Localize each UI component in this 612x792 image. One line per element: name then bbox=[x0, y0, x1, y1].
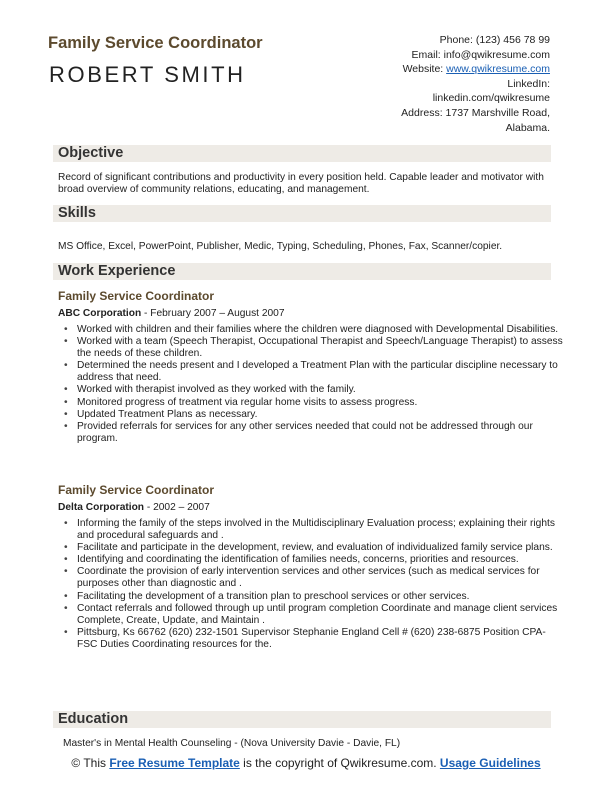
work-heading: Work Experience bbox=[58, 263, 176, 279]
usage-guidelines-link[interactable]: Usage Guidelines bbox=[439, 756, 541, 770]
website-label: Website: bbox=[402, 63, 447, 76]
contact-address-line1: Address: 1737 Marshville Road, bbox=[401, 106, 550, 119]
contact-block bbox=[310, 33, 550, 135]
list-item: • Worked with a team (Speech Therapist, Occupational Therapist and Speech/Language Therapist) to assess the needs of these children. bbox=[77, 336, 565, 360]
skills-text: MS Office, Excel, PowerPoint, Publisher, Medic, Typing, Scheduling, Phones, Fax, Scanner/copier. bbox=[58, 241, 503, 252]
objective-text: Record of significant contributions and productivity in every position held. Capable leader and motivator with broad overview of community relations, educating, and management. bbox=[58, 172, 544, 195]
job-1-company: ABC Corporation bbox=[58, 308, 142, 319]
free-resume-template-link[interactable]: Free Resume Template bbox=[109, 756, 240, 770]
contact-phone: Phone: (123) 456 78 99 bbox=[439, 34, 550, 46]
job-2-employer bbox=[58, 502, 210, 513]
job-2-dates: - 2002 – 2007 bbox=[144, 502, 210, 513]
education-item: Master's in Mental Health Counseling - (Nova University Davie - Davie, FL) bbox=[63, 738, 401, 749]
objective-heading: Objective bbox=[58, 145, 124, 161]
list-item: • Worked with therapist involved as they worked with the family. bbox=[77, 384, 565, 396]
candidate-name: ROBERT SMITH bbox=[49, 62, 246, 87]
education-heading: Education bbox=[58, 711, 129, 727]
copyright-footer bbox=[60, 756, 552, 771]
list-item: • Contact referrals and followed through up until program completion Coordinate and manage client services Complete, Create, Update, and Maintain . bbox=[77, 603, 565, 627]
list-item: • Informing the family of the steps involved in the Multidisciplinary Evaluation process; explaining their rights and procedural safeguards and . bbox=[77, 518, 565, 542]
objective-section-bar bbox=[53, 145, 551, 162]
contact-linkedin-label: LinkedIn: bbox=[507, 77, 550, 90]
contact-email: Email: info@qwikresume.com bbox=[411, 48, 550, 61]
list-item: • Facilitate and participate in the development, review, and evaluation of individualized family service plans. bbox=[77, 542, 565, 554]
contact-address-line2: Alabama. bbox=[505, 121, 550, 134]
list-item: • Determined the needs present and I developed a Treatment Plan with the particular discipline necessary to address that need. bbox=[77, 360, 565, 384]
list-item: • Provided referrals for services for any other services needed that could not be addressed through our program. bbox=[77, 421, 565, 445]
resume-job-title: Family Service Coordinator bbox=[48, 34, 263, 52]
job-1-bullets bbox=[63, 324, 565, 445]
list-item: • Monitored progress of treatment via regular home visits to assess progress. bbox=[77, 397, 565, 409]
job-1-role: Family Service Coordinator bbox=[58, 289, 215, 303]
job-2-role: Family Service Coordinator bbox=[58, 483, 215, 497]
job-2-company: Delta Corporation bbox=[58, 502, 145, 513]
list-item: • Coordinate the provision of early intervention services and other services (such as medical services for purposes other than diagnostic and . bbox=[77, 566, 565, 590]
footer-prefix: © This bbox=[71, 756, 110, 770]
job-1-employer bbox=[58, 308, 285, 319]
list-item: • Pittsburg, Ks 66762 (620) 232-1501 Supervisor Stephanie England Cell # (620) 238-6875 Position CPA-FSC Duties Coordinating resources for the. bbox=[77, 627, 565, 651]
list-item: • Facilitating the development of a transition plan to preschool services or other services. bbox=[77, 591, 565, 603]
footer-middle: is the copyright of Qwikresume.com. bbox=[239, 756, 440, 770]
skills-heading: Skills bbox=[58, 205, 96, 221]
contact-linkedin-url: linkedin.com/qwikresume bbox=[432, 92, 550, 105]
job-1-dates: - February 2007 – August 2007 bbox=[141, 308, 285, 319]
skills-section-bar bbox=[53, 205, 551, 222]
list-item: • Worked with children and their families where the children were diagnosed with Developmental Disabilities. bbox=[77, 324, 565, 336]
website-link[interactable]: www.qwikresume.com bbox=[446, 63, 550, 76]
contact-website bbox=[310, 62, 550, 77]
job-2-bullets bbox=[63, 518, 565, 651]
list-item: • Identifying and coordinating the identification of families needs, concerns, priorities and resources. bbox=[77, 554, 565, 566]
list-item: • Updated Treatment Plans as necessary. bbox=[77, 409, 565, 421]
